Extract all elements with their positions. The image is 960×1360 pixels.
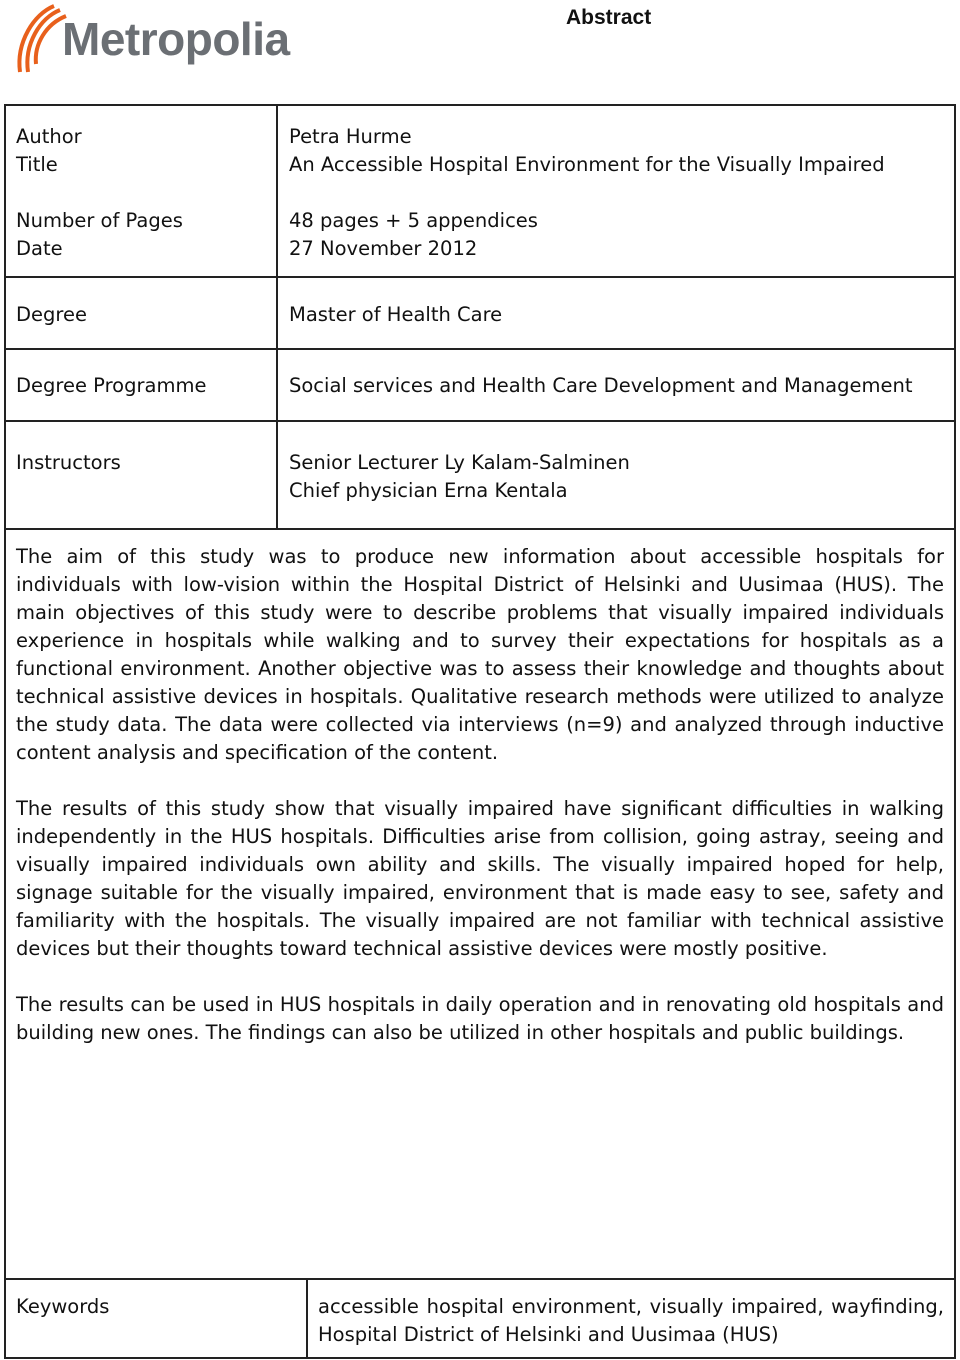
author-label: Author (16, 125, 82, 148)
page-title: Abstract (566, 6, 652, 29)
date-label: Date (16, 237, 63, 260)
title-label: Title (16, 153, 58, 176)
date-value: 27 November 2012 (289, 237, 478, 260)
programme-label: Degree Programme (16, 374, 207, 397)
row-author-date (4, 104, 956, 278)
degree-label: Degree (16, 303, 87, 326)
instructors-label: Instructors (16, 451, 121, 474)
programme-value: Social services and Health Care Development and Management (289, 374, 913, 397)
instructor-1-value: Senior Lecturer Ly Kalam-Salminen (289, 451, 630, 474)
pages-label: Number of Pages (16, 209, 183, 232)
pages-value: 48 pages + 5 appendices (289, 209, 538, 232)
keywords-divider (306, 1278, 308, 1359)
keywords-value: accessible hospital environment, visually impaired, wayfinding, Hospital District of Helsinki and Uusimaa (HUS) (318, 1295, 944, 1346)
abstract-paragraph-2: The results of this study show that visually impaired have significant difficulties in walking independently in the HUS hospitals. Difficulties arise from collision, going astray, seeing and visually impaired individuals own ability and skills. The visually impaired hoped for help, signage suitable for the visually impaired, environment that is made easy to see, safety and familiarity with the hospitals. The visually impaired are not familiar with technical assistive devices but their thoughts toward technical assistive devices were mostly positive. (16, 797, 944, 960)
instructor-2-value: Chief physician Erna Kentala (289, 479, 568, 502)
degree-value: Master of Health Care (289, 303, 503, 326)
logo-text: Metropolia (62, 13, 290, 65)
abstract-body (16, 543, 944, 1075)
title-value: An Accessible Hospital Environment for the Visually Impaired (289, 153, 885, 176)
metropolia-logo (14, 2, 324, 76)
abstract-paragraph-1: The aim of this study was to produce new information about accessible hospitals for individuals with low-vision within the Hospital District of Helsinki and Uusimaa (HUS). The main objectives of this study were to describe problems that visually impaired individuals experience in hospitals while walking and to survey their expectations for hospitals as a functional environment. Another objective was to assess their knowledge and thoughts about technical assistive devices in hospitals. Qualitative research methods were utilized to analyze the study data. The data were collected via interviews (n=9) and analyzed through inductive content analysis and specification of the content. (16, 545, 944, 764)
table-divider (276, 104, 278, 530)
author-value: Petra Hurme (289, 125, 412, 148)
keywords-label: Keywords (16, 1295, 110, 1318)
abstract-paragraph-3: The results can be used in HUS hospitals in daily operation and in renovating old hospitals and building new ones. The findings can also be utilized in other hospitals and public buildings. (16, 993, 944, 1044)
